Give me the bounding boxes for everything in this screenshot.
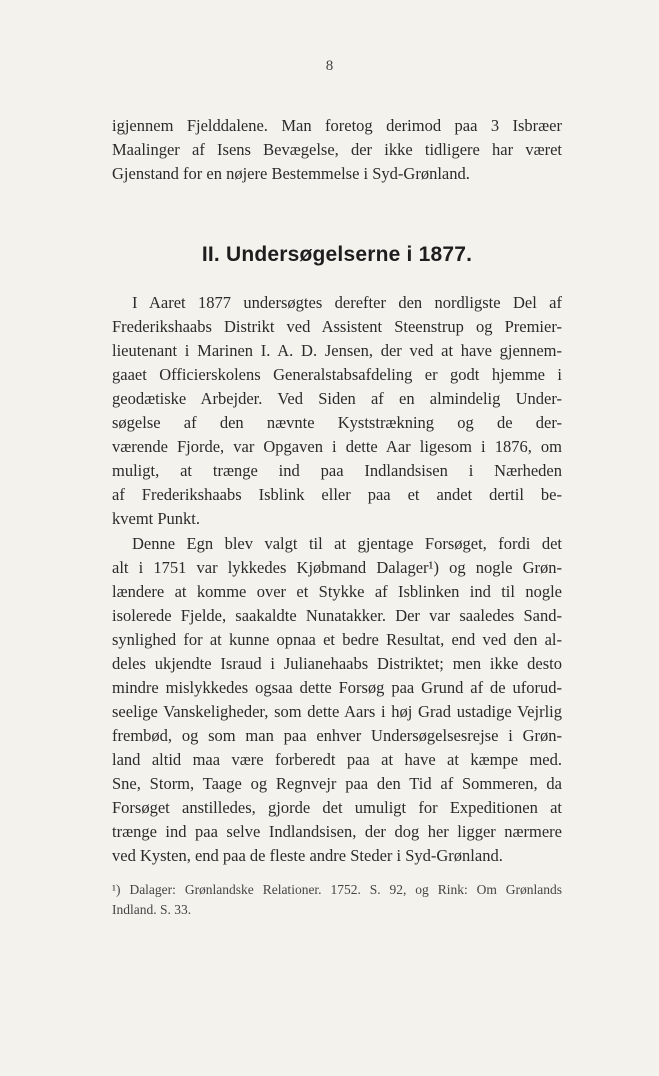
text-line: Denne Egn blev valgt til at gjentage Forsøget, fordi det	[132, 534, 562, 553]
text-line: lændere at komme over et Stykke af Isblinken ind til nogle	[112, 582, 562, 601]
text-line: Sne, Storm, Taage og Regnvejr paa den Tid af Sommeren, da	[112, 774, 562, 793]
footnote-line: Indland. S. 33.	[112, 902, 192, 917]
text-line: deles ukjendte Israud i Julianehaabs Distriktet; men ikke desto	[112, 654, 562, 673]
text-line: kvemt Punkt.	[112, 509, 201, 528]
text-line: geodætiske Arbejder. Ved Siden af en almindelig Under-	[112, 389, 562, 408]
text-line: isolerede Fjelde, saakaldte Nunatakker. Der var saaledes Sand-	[112, 606, 562, 625]
text-line: af Frederikshaabs Isblink eller paa et andet dertil be-	[112, 485, 562, 504]
text-line: frembød, og som man paa enhver Undersøgelsesrejse i Grøn-	[112, 726, 562, 745]
footnote-line: ¹) Dalager: Grønlandske Relationer. 1752. S. 92, og Rink: Om Grønlands	[112, 882, 562, 897]
text-line: Gjenstand for en nøjere Bestemmelse i Syd-Grønland.	[112, 164, 470, 183]
text-line: mindre mislykkedes ogsaa dette Forsøg paa Grund af de uforud-	[112, 678, 562, 697]
text-line: Maalinger af Isens Bevægelse, der ikke tidligere har været	[112, 140, 562, 159]
text-line: ved Kysten, end paa de fleste andre Steder i Syd-Grønland.	[112, 846, 503, 865]
text-line: igjennem Fjelddalene. Man foretog derimod paa 3 Isbræer	[112, 116, 562, 135]
text-line: muligt, at trænge ind paa Indlandsisen i Nærheden	[112, 461, 562, 480]
text-line: lieutenant i Marinen I. A. D. Jensen, der ved at have gjennem-	[112, 341, 562, 360]
text-line: gaaet Officierskolens Generalstabsafdeling er godt hjemme i	[112, 365, 562, 384]
text-line: I Aaret 1877 undersøgtes derefter den nordligste Del af	[132, 293, 562, 312]
text-line: søgelse af den nævnte Kyststrækning og de der-	[112, 413, 562, 432]
text-line: Frederikshaabs Distrikt ved Assistent Steenstrup og Premier-	[112, 317, 562, 336]
section-heading: II. Undersøgelserne i 1877.	[201, 243, 473, 266]
text-line: trænge ind paa selve Indlandsisen, der dog her ligger nærmere	[112, 822, 562, 841]
page-number: 8	[325, 58, 334, 74]
text-line: alt i 1751 var lykkedes Kjøbmand Dalager¹) og nogle Grøn-	[112, 558, 562, 577]
text-line: land altid maa være forberedt paa at have at kæmpe med.	[112, 750, 562, 769]
text-line: Forsøget anstilledes, gjorde det umuligt for Expeditionen at	[112, 798, 562, 817]
text-line: værende Fjorde, var Opgaven i dette Aar ligesom i 1876, om	[112, 437, 562, 456]
text-line: synlighed for at kunne opnaa et bedre Resultat, end ved den al-	[112, 630, 562, 649]
text-line: seelige Vanskeligheder, som dette Aars i høj Grad ustadige Vejrlig	[112, 702, 562, 721]
